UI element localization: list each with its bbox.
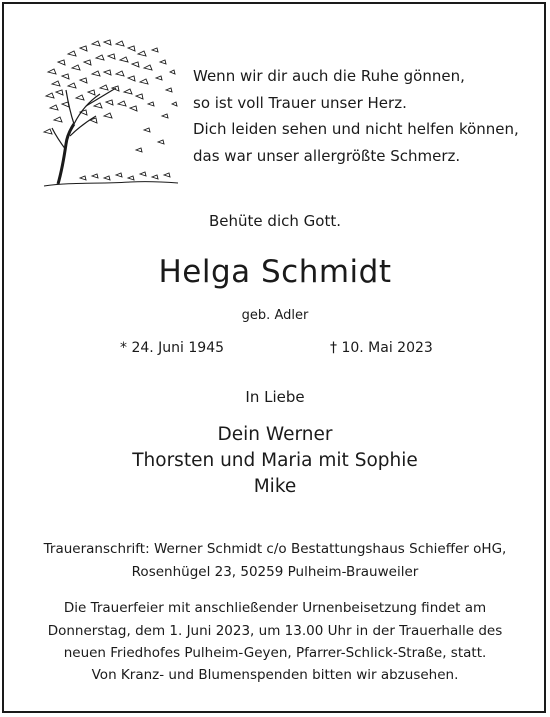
family-line: Mike bbox=[253, 476, 297, 497]
mourning-address bbox=[0, 538, 550, 584]
birth-date: * 24. Juni 1945 bbox=[120, 340, 225, 356]
ceremony-line: neuen Friedhofes Pulheim-Geyen, Pfarrer-Schlick-Straße, statt. bbox=[63, 645, 487, 661]
windblown-tree-icon bbox=[40, 32, 180, 194]
blessing: Behüte dich Gott. bbox=[209, 212, 341, 230]
poem-line: Wenn wir dir auch die Ruhe gönnen, bbox=[193, 67, 465, 85]
birth-name: geb. Adler bbox=[241, 308, 309, 323]
deceased-name: Helga Schmidt bbox=[158, 254, 392, 290]
address-line: Rosenhügel 23, 50259 Pulheim-Brauweiler bbox=[131, 564, 419, 580]
poem-line: Dich leiden sehen und nicht helfen können, bbox=[193, 120, 519, 138]
poem-line: so ist voll Trauer unser Herz. bbox=[193, 93, 407, 112]
ceremony-line: Die Trauerfeier mit anschließender Urnenbeisetzung findet am bbox=[63, 600, 487, 616]
family-line: Thorsten und Maria mit Sophie bbox=[132, 450, 418, 471]
poem-line: das war unser allergrößte Schmerz. bbox=[193, 146, 461, 165]
in-love-heading: In Liebe bbox=[245, 388, 305, 406]
death-date: † 10. Mai 2023 bbox=[330, 340, 433, 356]
family-line: Dein Werner bbox=[217, 424, 333, 445]
no-flowers-note: Von Kranz- und Blumenspenden bitten wir abzusehen. bbox=[91, 667, 459, 683]
address-line: Traueranschrift: Werner Schmidt c/o Bestattungshaus Schieffer oHG, bbox=[43, 541, 507, 557]
family-signatures bbox=[0, 422, 550, 500]
poem bbox=[193, 63, 523, 169]
ceremony-info bbox=[0, 597, 550, 665]
ceremony-line: Donnerstag, dem 1. Juni 2023, um 13.00 Uhr in der Trauerhalle des bbox=[47, 622, 503, 639]
